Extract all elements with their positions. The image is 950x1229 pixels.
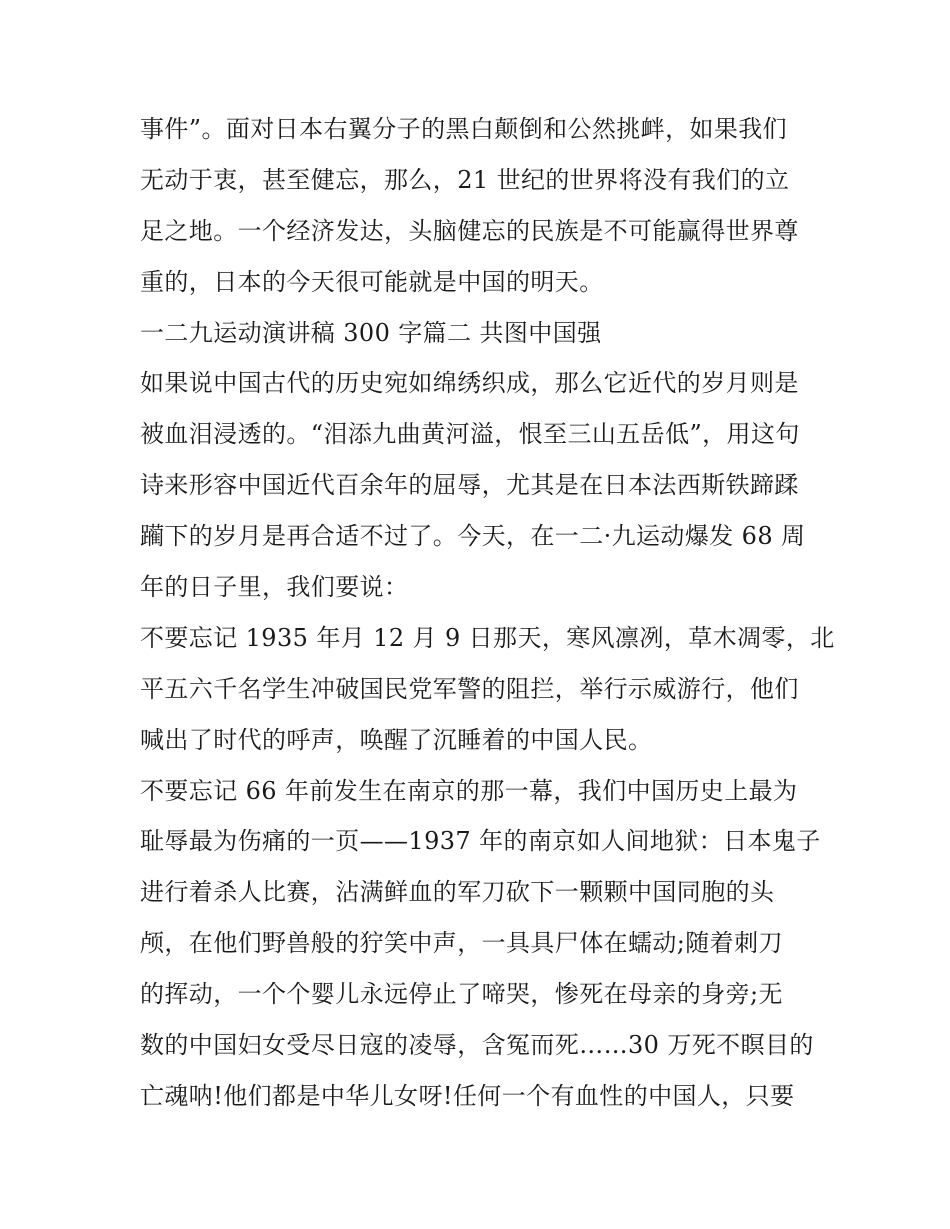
text-line: 重的，日本的今天很可能就是中国的明天。 — [140, 267, 604, 296]
text-line: 被血泪浸透的。“泪添九曲黄河溢，恨至三山五岳低”，用这句 — [140, 420, 800, 449]
text-line: 颅，在他们野兽般的狞笑中声，一具具尸体在蠕动;随着刺刀 — [140, 929, 783, 958]
text-line: 平五六千名学生冲破国民党军警的阻拦，举行示威游行，他们 — [140, 674, 799, 703]
text-line: 如果说中国古代的历史宛如绵绣织成，那么它近代的岁月则是 — [140, 369, 799, 398]
text-line: 不要忘记 1935 年月 12 月 9 日那天，寒风凛冽，草木凋零，北 — [140, 623, 835, 652]
text-line: 不要忘记 66 年前发生在南京的那一幕，我们中国历史上最为 — [140, 776, 798, 805]
text-line: 诗来形容中国近代百余年的屈辱，尤其是在日本法西斯铁蹄蹂 — [140, 471, 799, 500]
text-line: 喊出了时代的呼声，唤醒了沉睡着的中国人民。 — [140, 725, 653, 754]
text-line: 进行着杀人比赛，沾满鲜血的军刀砍下一颗颗中国同胞的头 — [140, 878, 775, 907]
text-line: 年的日子里，我们要说： — [140, 573, 409, 602]
text-line: 数的中国妇女受尽日寇的凌辱，含冤而死……30 万死不瞑目的 — [140, 1031, 814, 1060]
text-line: 耻辱最为伤痛的一页——1937 年的南京如人间地狱：日本鬼子 — [140, 827, 821, 856]
text-line: 无动于衷，甚至健忘，那么，21 世纪的世界将没有我们的立 — [140, 165, 790, 194]
text-line: 足之地。一个经济发达，头脑健忘的民族是不可能赢得世界尊 — [140, 216, 799, 245]
text-line: 的挥动，一个个婴儿永远停止了啼哭，惨死在母亲的身旁;无 — [140, 980, 783, 1009]
text-line: 事件”。面对日本右翼分子的黑白颠倒和公然挑衅，如果我们 — [140, 115, 788, 143]
text-line: 亡魂呐!他们都是中华儿女呀!任何一个有血性的中国人，只要 — [140, 1081, 795, 1110]
text-line: 躏下的岁月是再合适不过了。今天，在一二·九运动爆发 68 周 — [140, 522, 806, 551]
document-body — [140, 104, 835, 1122]
section-heading: 一二九运动演讲稿 300 字篇二 共图中国强 — [140, 318, 602, 347]
